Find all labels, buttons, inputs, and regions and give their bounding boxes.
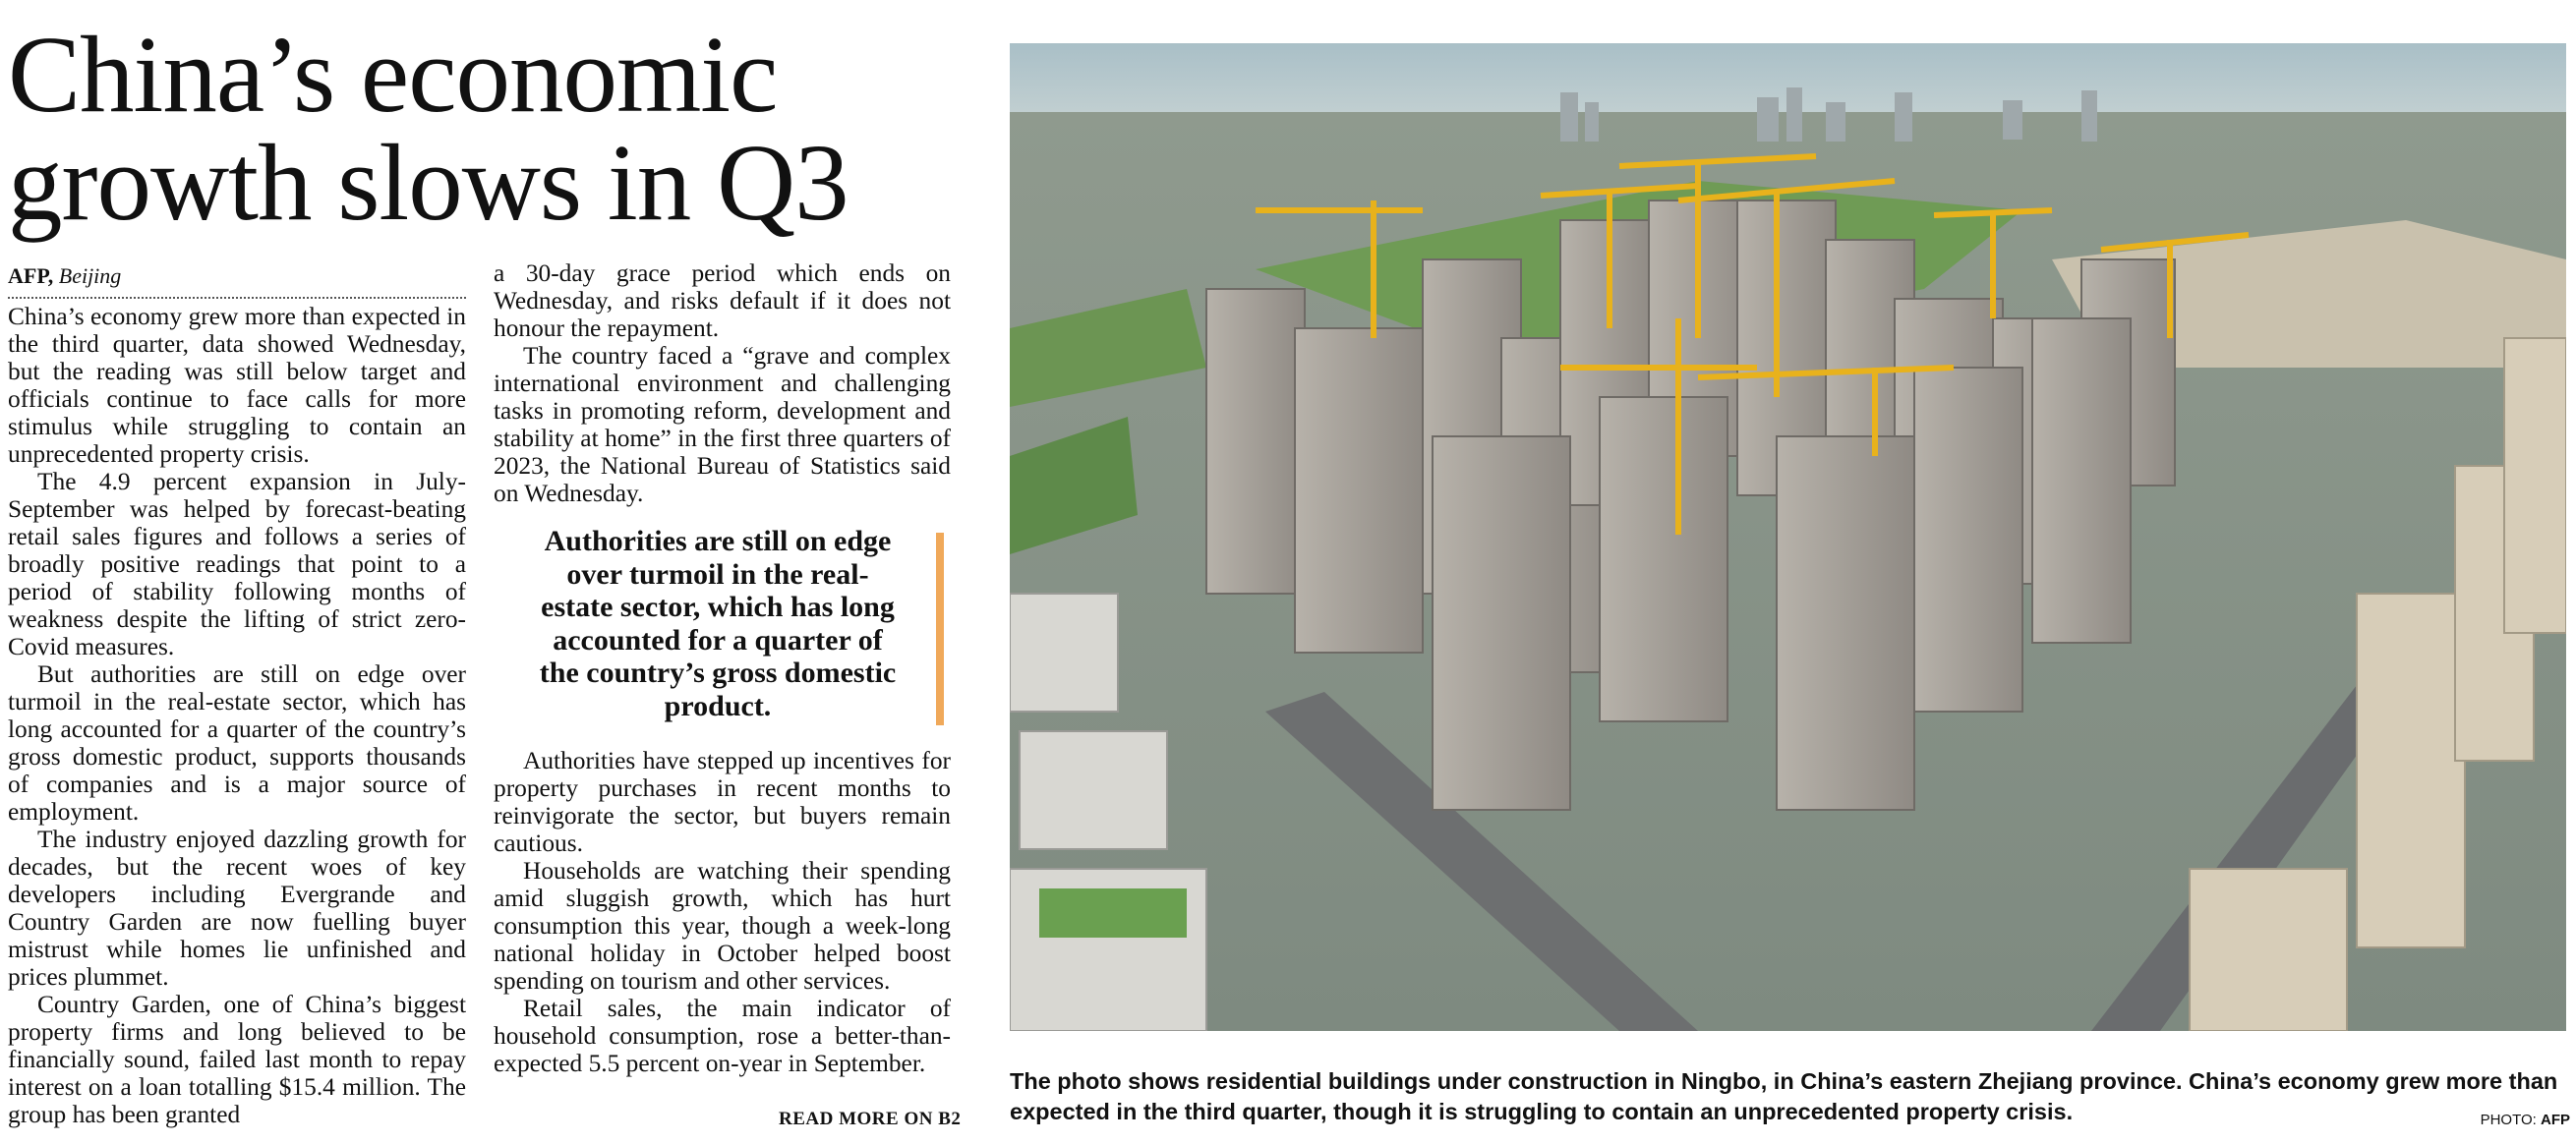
headline: China’s economic growth slows in Q3 bbox=[8, 15, 849, 244]
byline-agency: AFP, bbox=[8, 263, 54, 288]
photo-caption: The photo shows residential buildings under construction in Ningbo, in China’s eastern Zhejiang province. China’s economy grew more than expected in the third quarter, though it is struggling to contain an unprecedented property crisis. bbox=[1010, 1068, 2558, 1124]
paragraph: Households are watching their spending amid sluggish growth, which has hurt consumption this year, though a week-long national holiday in October helped boost spending on tourism and other services. bbox=[494, 857, 951, 995]
photo-credit-source: AFP bbox=[2541, 1112, 2570, 1128]
paragraph: The industry enjoyed dazzling growth for decades, but the recent woes of key developers including Evergrande and Country Garden are now fuelling buyer mistrust while homes lie unfinished and prices plummet. bbox=[8, 826, 466, 991]
pull-quote-text: Authorities are still on edge over turmoil in the real-estate sector, which has long accounted for a quarter of the country’s gross domestic product. bbox=[539, 525, 897, 722]
read-more-link[interactable]: READ MORE ON B2 bbox=[779, 1109, 962, 1129]
paragraph: But authorities are still on edge over turmoil in the real-estate sector, which has long accounted for a quarter of the country’s gross domestic product, supports thousands of companies and is a major source of employment. bbox=[8, 660, 466, 826]
paragraph: The country faced a “grave and complex international environment and challenging tasks in promoting reform, development and stability at home” in the first three quarters of 2023, the National Bureau of Statistics said on Wednesday. bbox=[494, 342, 951, 507]
article-column-2-top bbox=[494, 259, 951, 507]
pull-quote bbox=[531, 525, 944, 721]
pull-quote-bar bbox=[936, 533, 944, 725]
paragraph: Retail sales, the main indicator of household consumption, rose a better-than-expected 5.5 percent on-year in September. bbox=[494, 995, 951, 1077]
news-photo bbox=[1010, 43, 2566, 1031]
byline bbox=[8, 263, 466, 299]
paragraph: The 4.9 percent expansion in July-September was helped by forecast-beating retail sales figures and follows a series of broadly positive readings that point to a period of stability following months of weakness despite the lifting of strict zero-Covid measures. bbox=[8, 468, 466, 660]
article-column-1 bbox=[8, 263, 466, 1128]
paragraph: Country Garden, one of China’s biggest property firms and long believed to be financially sound, failed last month to repay interest on a loan totalling $15.4 million. The group has been granted bbox=[8, 991, 466, 1128]
photo-credit-label: PHOTO: bbox=[2480, 1112, 2537, 1128]
article-column-2-bottom bbox=[494, 747, 951, 1077]
byline-place: Beijing bbox=[58, 263, 122, 288]
photo-credit bbox=[2481, 1112, 2570, 1128]
paragraph: China’s economy grew more than expected in the third quarter, data showed Wednesday, but the reading was still below target and officials continue to face calls for more stimulus while struggling to contain an unprecedented property crisis. bbox=[8, 303, 466, 468]
paragraph: Authorities have stepped up incentives for property purchases in recent months to reinvigorate the sector, but buyers remain cautious. bbox=[494, 747, 951, 857]
aerial-construction-illustration bbox=[1010, 43, 2566, 1031]
paragraph: a 30-day grace period which ends on Wednesday, and risks default if it does not honour the repayment. bbox=[494, 259, 951, 342]
